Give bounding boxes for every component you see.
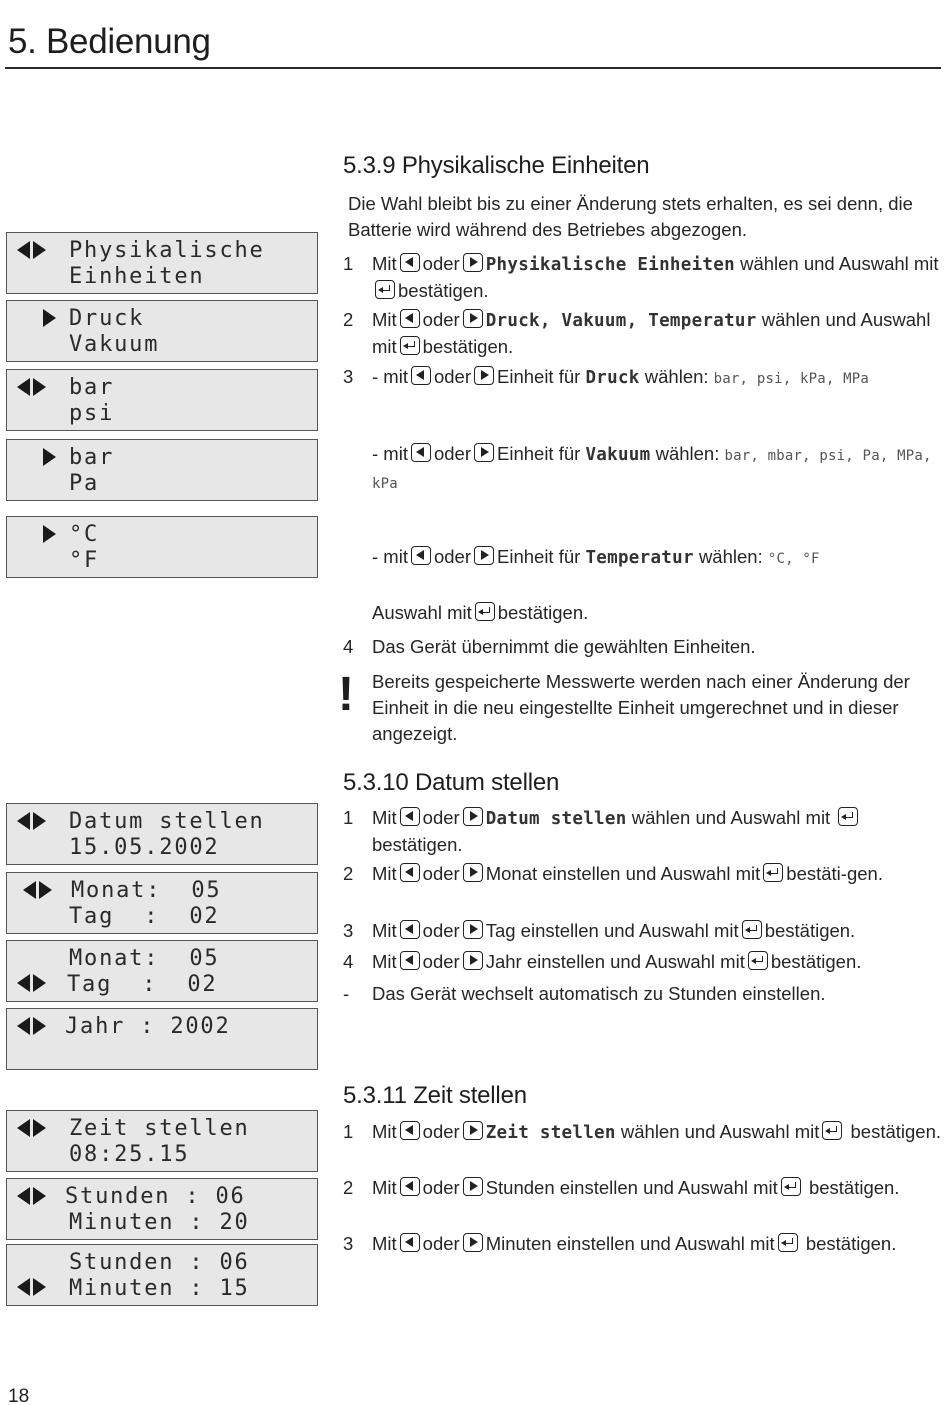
step-text: Das Gerät wechselt automatisch zu Stunden einstellen.: [372, 983, 826, 1004]
lcd-line: psi: [69, 401, 115, 426]
step-word: bestäti-gen.: [786, 863, 883, 884]
display-term: Temperatur: [585, 548, 694, 568]
left-arrow-icon: [17, 812, 30, 830]
step-item: [343, 441, 941, 497]
step-text: [343, 441, 941, 497]
lcd-display-bar-pa: [6, 439, 318, 501]
page-number: 18: [8, 1386, 30, 1405]
unit-options: °C, °F: [767, 551, 820, 567]
step-item: [343, 1175, 941, 1201]
step-number: 3: [343, 920, 354, 941]
step-word: Auswahl mit: [372, 602, 472, 623]
step-item: [343, 251, 941, 304]
right-arrow-icon: [33, 812, 46, 830]
enter-key-icon: [375, 280, 395, 299]
step-item: [343, 949, 941, 975]
left-key-icon: [400, 807, 420, 826]
lcd-arrows: [17, 448, 56, 466]
lcd-line: Tag : 02: [67, 972, 218, 997]
lcd-arrows: [17, 1017, 46, 1035]
step-word: bestätigen.: [764, 920, 856, 941]
step-word: Mit: [372, 1177, 397, 1198]
right-key-icon: [463, 309, 483, 328]
step-number: 3: [343, 1233, 354, 1254]
step-word: - mit: [372, 366, 408, 387]
display-term: Datum stellen: [485, 809, 627, 829]
right-key-icon: [463, 807, 483, 826]
unit-options: bar, mbar, psi, Pa, MPa, kPa: [372, 448, 932, 492]
lcd-line: Stunden : 06: [65, 1184, 246, 1209]
lcd-display-stunden: [6, 1178, 318, 1240]
lcd-arrows: [17, 1278, 46, 1296]
right-arrow-icon: [43, 309, 56, 327]
lcd-line: Physikalische: [69, 238, 265, 263]
lcd-line: °C: [69, 522, 100, 547]
step-word: Mit: [372, 807, 397, 828]
left-arrow-icon: [17, 1017, 30, 1035]
step-word: oder: [422, 1121, 460, 1142]
unit-options: bar, psi, kPa, MPa: [713, 371, 869, 387]
lcd-display-druck-vakuum: [6, 300, 318, 362]
step-text: [343, 600, 941, 626]
lcd-line: Monat: 05: [71, 878, 222, 903]
display-term: Druck, Vakuum, Temperatur: [485, 311, 757, 331]
lcd-line: Jahr : 2002: [65, 1014, 231, 1039]
section-heading-time: 5.3.11 Zeit stellen: [343, 1082, 527, 1109]
right-arrow-icon: [33, 378, 46, 396]
step-text: [343, 918, 941, 944]
step-word: Mit: [372, 863, 397, 884]
step-text: [343, 364, 941, 392]
step-item: [343, 307, 941, 360]
enter-key-icon: [838, 807, 858, 826]
step-text: [343, 949, 941, 975]
right-key-icon: [463, 1233, 483, 1252]
step-word: Mit: [372, 1233, 397, 1254]
lcd-arrows: [17, 525, 56, 543]
right-arrow-icon: [43, 448, 56, 466]
enter-key-icon: [400, 336, 420, 355]
right-key-icon: [463, 1177, 483, 1196]
title-rule: [5, 67, 941, 69]
step-text: [343, 1175, 941, 1201]
step-word: Mit: [372, 1121, 397, 1142]
step-number: 1: [343, 253, 354, 274]
left-arrow-icon: [17, 1119, 30, 1137]
left-arrow-icon: [17, 378, 30, 396]
right-key-icon: [474, 443, 494, 462]
step-word: bestätigen.: [372, 834, 463, 855]
step-item: [343, 861, 941, 887]
left-key-icon: [400, 1233, 420, 1252]
lcd-line: Stunden : 06: [69, 1250, 250, 1275]
lcd-line: bar: [69, 375, 115, 400]
right-key-icon: [474, 366, 494, 385]
step-word: oder: [422, 807, 460, 828]
right-key-icon: [474, 546, 494, 565]
step-word: bestätigen.: [850, 1121, 942, 1142]
section-heading-date: 5.3.10 Datum stellen: [343, 769, 560, 796]
warning-note: [343, 669, 941, 747]
step-word: wählen und Auswahl mit: [740, 253, 939, 274]
step-word: bestätigen.: [808, 1177, 900, 1198]
step-text: [343, 544, 941, 572]
step-word: bestätigen.: [497, 602, 589, 623]
step-word: Monat einstellen und Auswahl mit: [485, 863, 761, 884]
left-arrow-icon: [17, 1187, 30, 1205]
step-item: [343, 634, 941, 660]
lcd-arrows: [17, 812, 46, 830]
step-word: oder: [422, 1233, 460, 1254]
step-word: Tag einstellen und Auswahl mit: [485, 920, 739, 941]
step-item: [343, 1119, 941, 1146]
lcd-line: Pa: [69, 471, 100, 496]
step-word: Einheit für: [497, 443, 581, 464]
step-word: oder: [433, 366, 471, 387]
step-text: [343, 805, 941, 858]
right-arrow-icon: [33, 1278, 46, 1296]
lcd-line: Monat: 05: [69, 946, 220, 971]
right-arrow-icon: [33, 1187, 46, 1205]
step-number: 2: [343, 309, 354, 330]
step-word: oder: [422, 1177, 460, 1198]
right-arrow-icon: [33, 241, 46, 259]
section-heading-units: 5.3.9 Physikalische Einheiten: [343, 152, 650, 179]
left-key-icon: [400, 253, 420, 272]
left-arrow-icon: [17, 241, 30, 259]
enter-key-icon: [748, 951, 768, 970]
step-word: oder: [433, 443, 471, 464]
lcd-line: 15.05.2002: [69, 835, 220, 860]
step-word: wählen und Auswahl mit: [372, 309, 931, 357]
step-word: oder: [422, 253, 460, 274]
step-word: wählen:: [644, 366, 709, 387]
step-number: 4: [343, 951, 354, 972]
left-key-icon: [411, 546, 431, 565]
step-item: [343, 364, 941, 392]
left-key-icon: [411, 443, 431, 462]
left-key-icon: [400, 309, 420, 328]
step-word: - mit: [372, 443, 408, 464]
enter-key-icon: [781, 1177, 801, 1196]
lcd-arrows: [17, 309, 56, 327]
step-word: Einheit für: [497, 546, 581, 567]
right-arrow-icon: [33, 1119, 46, 1137]
step-text: [343, 1119, 941, 1146]
lcd-arrows: [23, 881, 52, 899]
step-item: [343, 1231, 941, 1257]
lcd-line: Datum stellen: [69, 809, 265, 834]
step-word: Mit: [372, 951, 397, 972]
step-word: Einheit für: [497, 366, 581, 387]
lcd-arrows: [17, 974, 46, 992]
right-arrow-icon: [33, 1017, 46, 1035]
step-word: bestätigen.: [805, 1233, 897, 1254]
right-key-icon: [463, 253, 483, 272]
step-word: wählen und Auswahl mit: [631, 807, 831, 828]
display-term: Vakuum: [585, 445, 651, 465]
enter-key-icon: [822, 1121, 842, 1140]
step-text: Das Gerät übernimmt die gewählten Einheiten.: [372, 636, 756, 657]
step-word: oder: [422, 920, 460, 941]
enter-key-icon: [763, 863, 783, 882]
lcd-arrows: [17, 378, 46, 396]
right-arrow-icon: [43, 525, 56, 543]
lcd-display-zeit: [6, 1110, 318, 1172]
lcd-arrows: [17, 241, 46, 259]
step-word: Minuten einstellen und Auswahl mit: [485, 1233, 775, 1254]
step-word: wählen:: [698, 546, 763, 567]
lcd-line: °F: [69, 548, 100, 573]
step-word: Jahr einstellen und Auswahl mit: [485, 951, 745, 972]
lcd-line: Minuten : 15: [69, 1276, 250, 1301]
step-word: - mit: [372, 546, 408, 567]
lcd-display-temperature: [6, 516, 318, 578]
right-key-icon: [463, 951, 483, 970]
lcd-arrows: [17, 1119, 46, 1137]
right-key-icon: [463, 1121, 483, 1140]
step-item: [343, 805, 941, 858]
enter-key-icon: [475, 602, 495, 621]
display-term: Zeit stellen: [485, 1123, 616, 1143]
right-key-icon: [463, 863, 483, 882]
right-key-icon: [463, 920, 483, 939]
step-text: [343, 1231, 941, 1257]
step-number: 2: [343, 863, 354, 884]
left-arrow-icon: [17, 1278, 30, 1296]
left-key-icon: [400, 1177, 420, 1196]
step-word: oder: [422, 309, 460, 330]
step-number: -: [343, 983, 350, 1004]
step-word: Mit: [372, 309, 397, 330]
step-word: Mit: [372, 920, 397, 941]
step-word: oder: [422, 863, 460, 884]
step-word: Mit: [372, 253, 397, 274]
step-word: bestätigen.: [770, 951, 862, 972]
page-title: 5. Bedienung: [8, 22, 211, 61]
right-arrow-icon: [33, 974, 46, 992]
lcd-display-monat: [6, 872, 318, 934]
step-number: 2: [343, 1177, 354, 1198]
step-item: [343, 918, 941, 944]
step-item: [343, 981, 941, 1007]
step-word: bestätigen.: [398, 280, 489, 301]
step-number: 3: [343, 366, 354, 387]
left-key-icon: [411, 366, 431, 385]
left-arrow-icon: [17, 974, 30, 992]
step-word: oder: [433, 546, 471, 567]
step-number: 1: [343, 1121, 354, 1142]
left-arrow-icon: [23, 881, 36, 899]
lcd-display-datum: [6, 803, 318, 865]
lcd-line: Tag : 02: [69, 904, 220, 929]
step-word: bestätigen.: [422, 336, 514, 357]
left-key-icon: [400, 951, 420, 970]
step-word: oder: [422, 951, 460, 972]
lcd-display-bar-psi: [6, 369, 318, 431]
lcd-display-jahr: [6, 1008, 318, 1070]
warning-text: Bereits gespeicherte Messwerte werden nach einer Änderung der Einheit in die neu eingestellte Einheit umgerechnet und in dieser angezeigt.: [372, 671, 910, 744]
step-text: [343, 861, 941, 887]
lcd-arrows: [17, 1187, 46, 1205]
lcd-display-tag: [6, 940, 318, 1002]
warning-icon: !: [338, 668, 354, 721]
section-intro: Die Wahl bleibt bis zu einer Änderung stets erhalten, es sei denn, die Batterie wird während des Betriebes abgezogen.: [348, 193, 913, 240]
lcd-line: Druck: [69, 306, 145, 331]
display-term: Physikalische Einheiten: [485, 255, 735, 275]
step-text: [343, 251, 941, 304]
step-word: wählen:: [655, 443, 720, 464]
step-word: Stunden einstellen und Auswahl mit: [485, 1177, 778, 1198]
left-key-icon: [400, 920, 420, 939]
step-text: [343, 307, 941, 360]
step-number: 4: [343, 636, 354, 657]
lcd-line: Minuten : 20: [69, 1210, 250, 1235]
lcd-line: Vakuum: [69, 332, 160, 357]
lcd-display-units: [6, 232, 318, 294]
right-arrow-icon: [39, 881, 52, 899]
enter-key-icon: [778, 1233, 798, 1252]
step-word: wählen und Auswahl mit: [620, 1121, 820, 1142]
lcd-line: bar: [69, 445, 115, 470]
step-item: [343, 600, 941, 626]
lcd-line: 08:25.15: [69, 1142, 190, 1167]
display-term: Druck: [585, 368, 640, 388]
enter-key-icon: [742, 920, 762, 939]
lcd-line: Zeit stellen: [69, 1116, 250, 1141]
lcd-display-minuten: [6, 1244, 318, 1306]
step-item: [343, 544, 941, 572]
left-key-icon: [400, 1121, 420, 1140]
left-key-icon: [400, 863, 420, 882]
step-number: 1: [343, 807, 354, 828]
lcd-line: Einheiten: [69, 264, 205, 289]
